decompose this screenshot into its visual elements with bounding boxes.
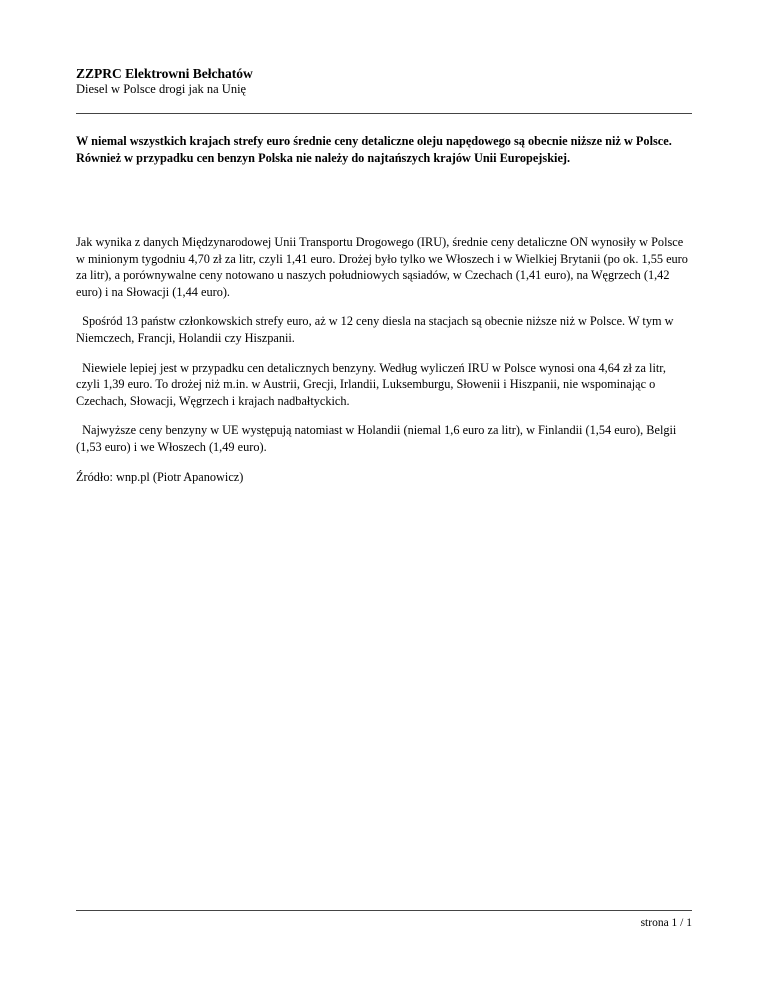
article-paragraph: Spośród 13 państw członkowskich strefy euro, aż w 12 ceny diesla na stacjach są obecnie niższe niż w Polsce. W tym w Niemczech, Francji, Holandii czy Hiszpanii. [76,314,677,345]
footer-divider [76,910,692,911]
document-page [76,0,692,994]
article-paragraph: Jak wynika z danych Międzynarodowej Unii Transportu Drogowego (IRU), średnie ceny detaliczne ON wynosiły w Polsce w minionym tygodniu 4,70 zł za litr, czyli 1,41 euro. Drożej było tylko we Włoszech i w Wielkiej Brytanii (po ok. 1,55 euro za litr), a porównywalne ceny notowano u naszych południowych sąsiadów, w Czechach (1,41 euro), na Węgrzech (1,42 euro) i na Słowacji (1,44 euro). [76,235,688,299]
site-title: ZZPRC Elektrowni Bełchatów [76,66,253,81]
article-paragraph: Niewiele lepiej jest w przypadku cen detalicznych benzyny. Według wyliczeń IRU w Polsce wynosi ona 4,64 zł za litr, czyli 1,39 euro. To drożej niż m.in. w Austrii, Grecji, Irlandii, Luksemburgu, Słowenii i Hiszpanii, nie wspominając o Czechach, Słowacji, Węgrzech i krajach nadbałtyckich. [76,360,670,408]
article-lead: W niemal wszystkich krajach strefy euro średnie ceny detaliczne oleju napędowego są obecnie niższe niż w Polsce. Również w przypadku cen benzyn Polska nie należy do najtańszych krajów Unii Europejskiej. [76,134,672,165]
article-subtitle: Diesel w Polsce drogi jak na Unię [76,82,247,96]
article-source: Źródło: wnp.pl (Piotr Apanowicz) [76,469,244,484]
header-divider [76,113,692,114]
page-number: strona 1 / 1 [640,917,692,929]
article-paragraph: Najwyższe ceny benzyny w UE występują natomiast w Holandii (niemal 1,6 euro za litr), w Finlandii (1,54 euro), Belgii (1,53 euro) i we Włoszech (1,49 euro). [76,423,680,454]
article-body [76,234,688,498]
